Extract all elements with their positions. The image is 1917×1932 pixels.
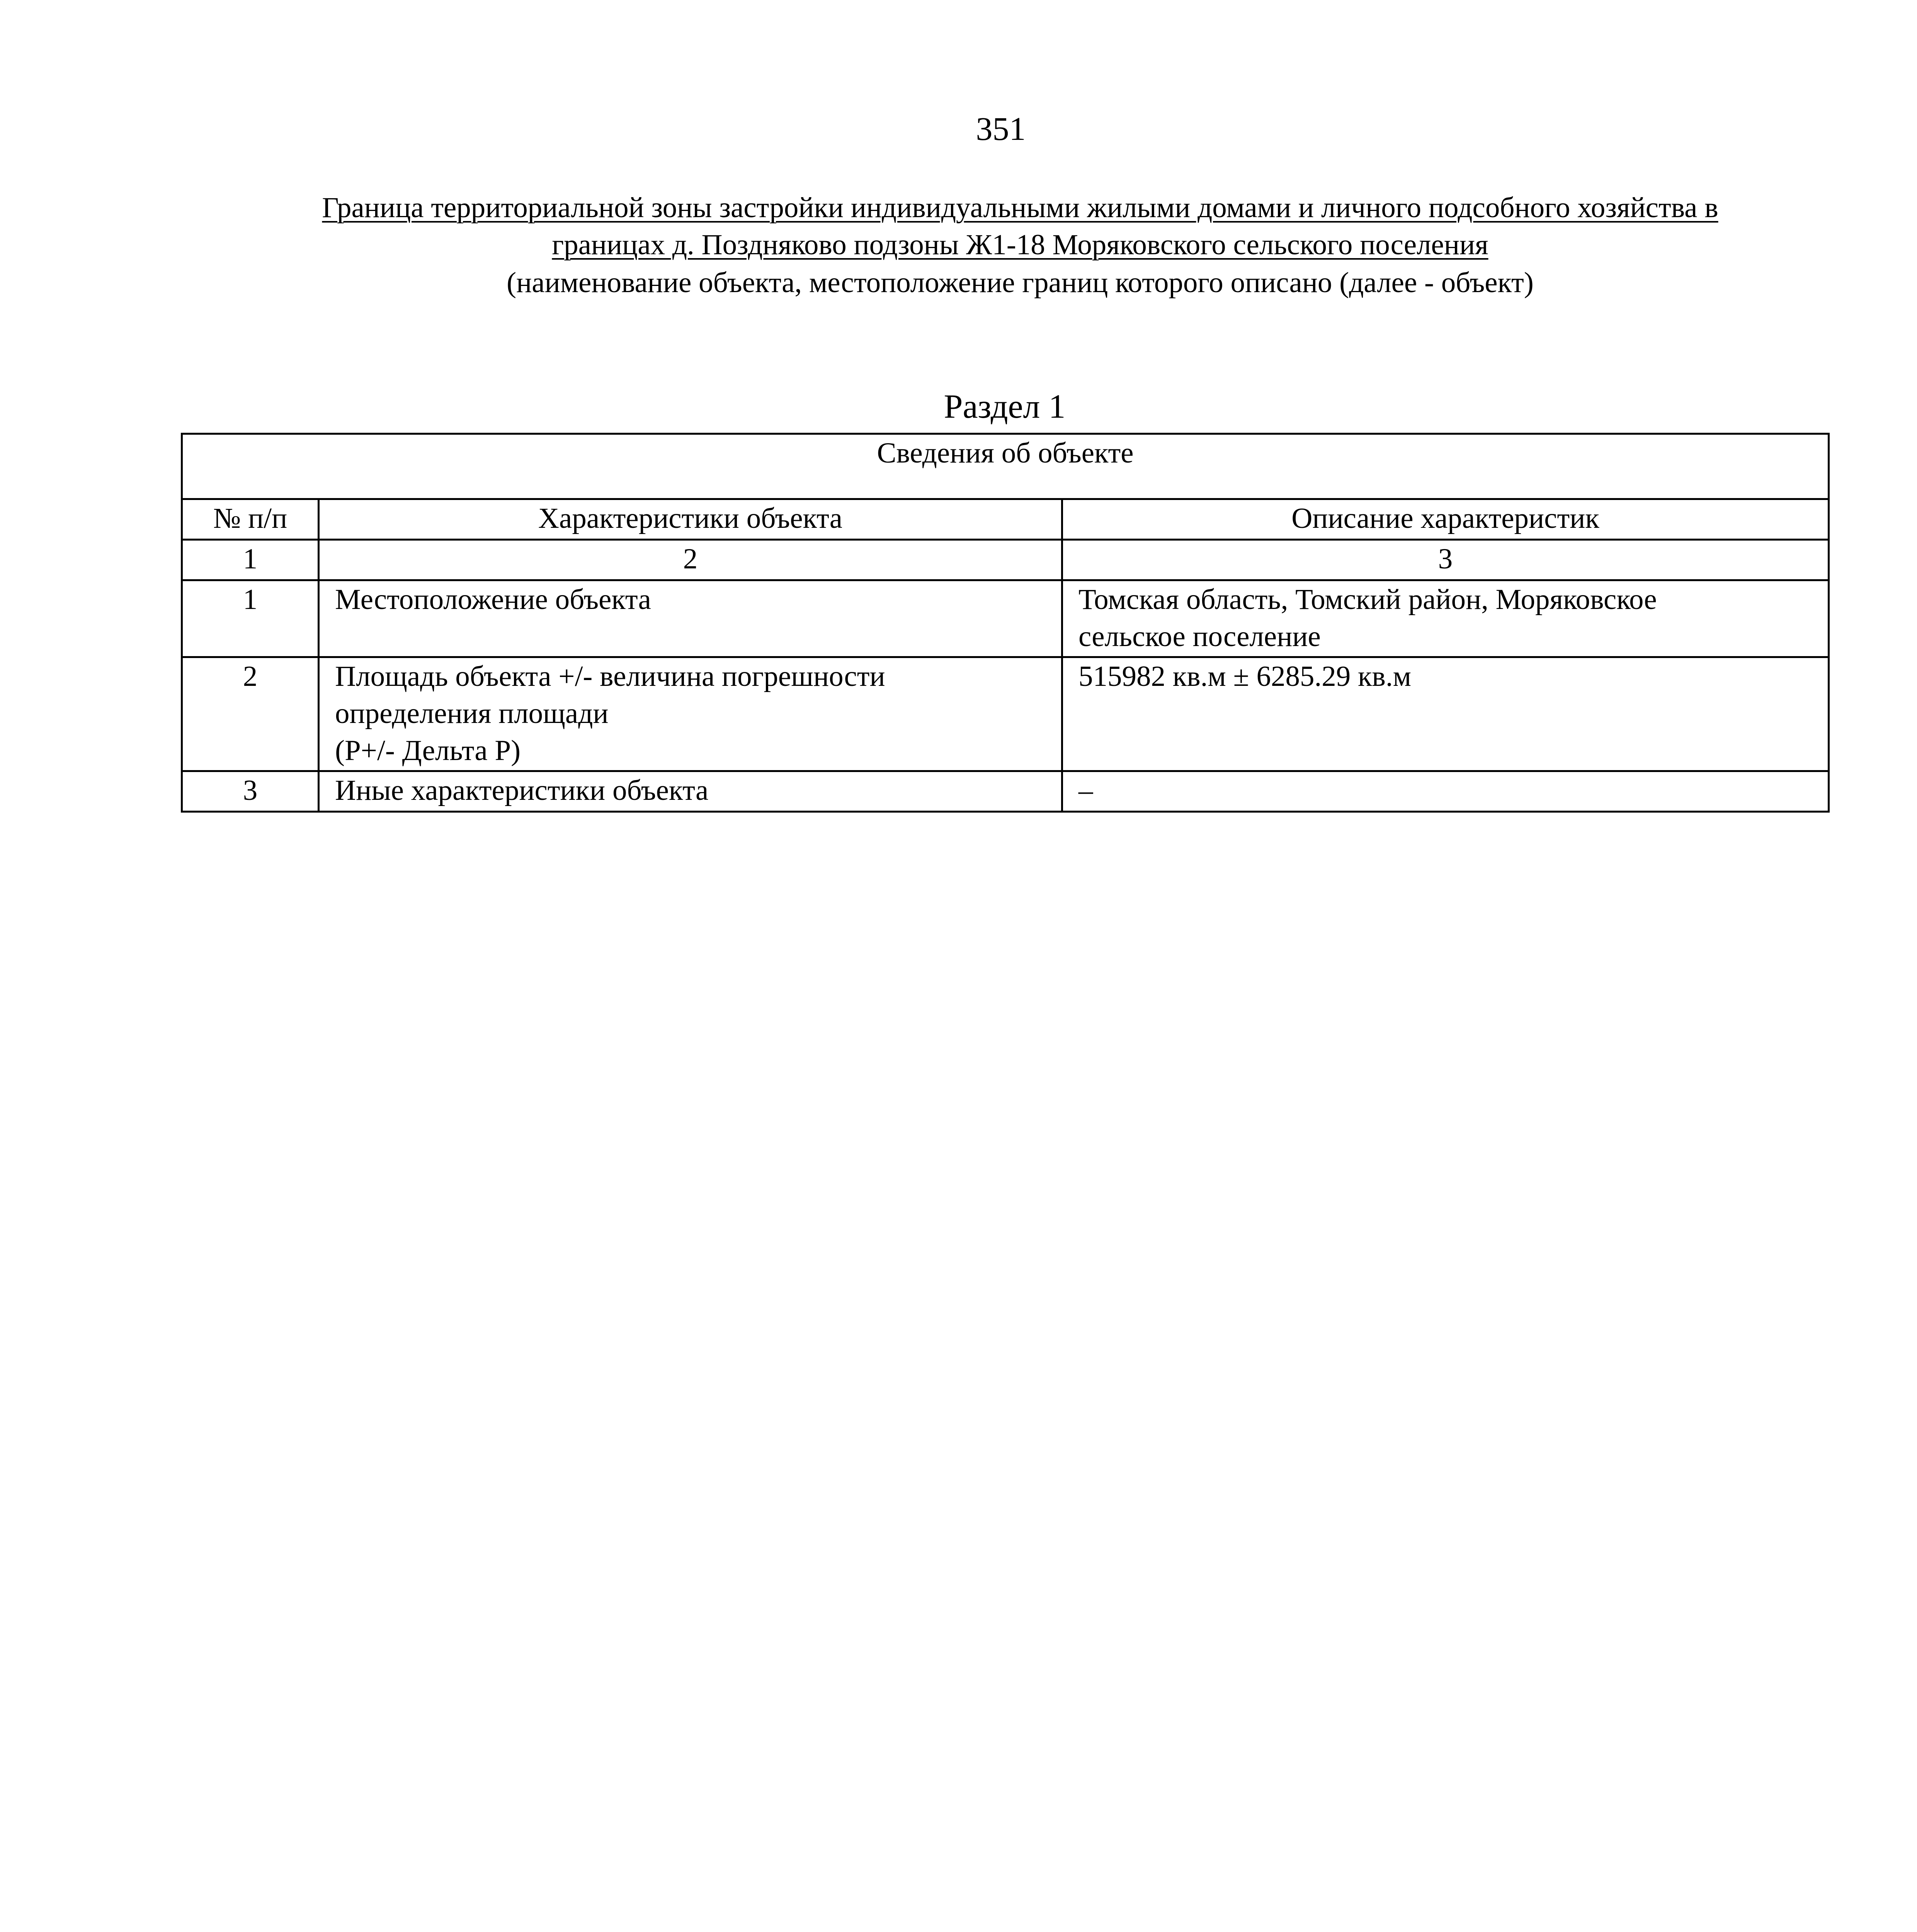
document-title-block: [216, 189, 1824, 301]
row-characteristic: Иные характеристики объекта: [319, 771, 1062, 812]
column-index-1: 1: [182, 540, 319, 580]
column-index-3: 3: [1062, 540, 1829, 580]
header-characteristic: Характеристики объекта: [319, 499, 1062, 540]
table-row: [182, 580, 1829, 657]
row-characteristic: Местоположение объекта: [319, 580, 1062, 657]
table-caption: Сведения об объекте: [182, 434, 1829, 499]
table-row: [182, 657, 1829, 771]
section-title: Раздел 1: [944, 388, 1066, 425]
row-number: 3: [182, 771, 319, 812]
row-characteristic: Площадь объекта +/- величина погрешности определения площади (P+/- Дельта P): [319, 657, 1062, 771]
header-number: № п/п: [182, 499, 319, 540]
header-description: Описание характеристик: [1062, 499, 1829, 540]
row-number: 2: [182, 657, 319, 771]
table-row: [182, 771, 1829, 812]
object-title-caption: (наименование объекта, местоположение границ которого описано (далее - объект): [507, 267, 1534, 299]
column-index-2: 2: [319, 540, 1062, 580]
row-description: Томская область, Томский район, Моряковское сельское поселение: [1062, 580, 1829, 657]
table-column-index-row: [182, 540, 1829, 580]
row-description: –: [1062, 771, 1829, 812]
object-info-table: [181, 433, 1830, 813]
row-number: 1: [182, 580, 319, 657]
page-number: 351: [976, 110, 1026, 147]
table-caption-row: [182, 434, 1829, 499]
object-title-line-2: границах д. Поздняково подзоны Ж1-18 Моряковского сельского поселения: [552, 229, 1488, 261]
object-title-line-1: Граница территориальной зоны застройки индивидуальными жилыми домами и личного подсобного хозяйства в: [322, 192, 1718, 224]
table-header-row: [182, 499, 1829, 540]
row-description: 515982 кв.м ± 6285.29 кв.м: [1062, 657, 1829, 771]
